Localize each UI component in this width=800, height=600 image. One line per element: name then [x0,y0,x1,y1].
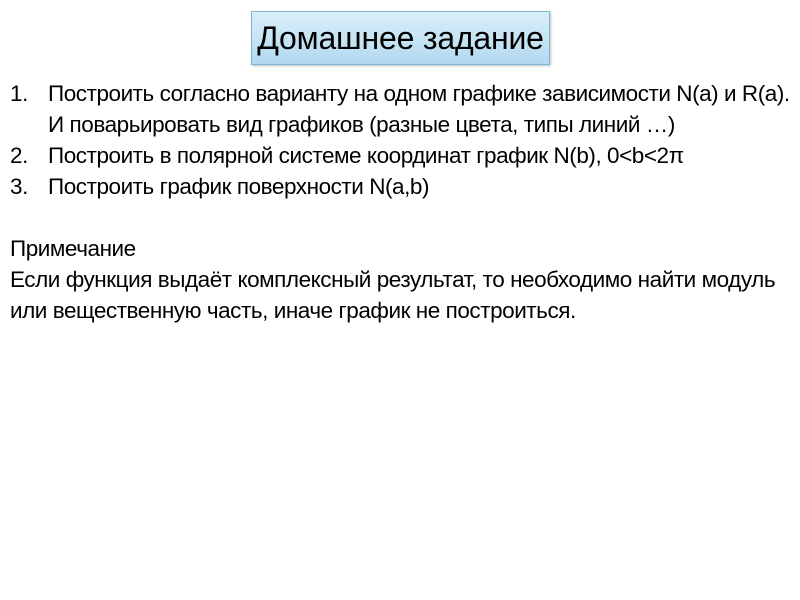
slide-title: Домашнее задание [257,20,544,56]
spacer [10,202,790,233]
note-title: Примечание [10,236,136,261]
task-item [10,171,790,202]
note-text: Если функция выдаёт комплексный результат, то необходимо найти модуль или вещественную часть, иначе график не построиться. [10,267,776,323]
title-box [251,11,550,65]
task-list [10,78,790,202]
task-number: 2. [10,143,28,168]
task-text: Построить график поверхности N(a,b) [48,174,430,199]
task-number: 3. [10,174,28,199]
slide-content [10,78,790,326]
task-text: Построить согласно варианту на одном графике зависимости N(a) и R(a). И поварьировать вид графиков (разные цвета, типы линий …) [48,81,790,137]
task-number: 1. [10,81,28,106]
task-item [10,78,790,140]
task-item [10,140,790,171]
task-text: Построить в полярной системе координат график N(b), 0<b<2π [48,143,684,168]
